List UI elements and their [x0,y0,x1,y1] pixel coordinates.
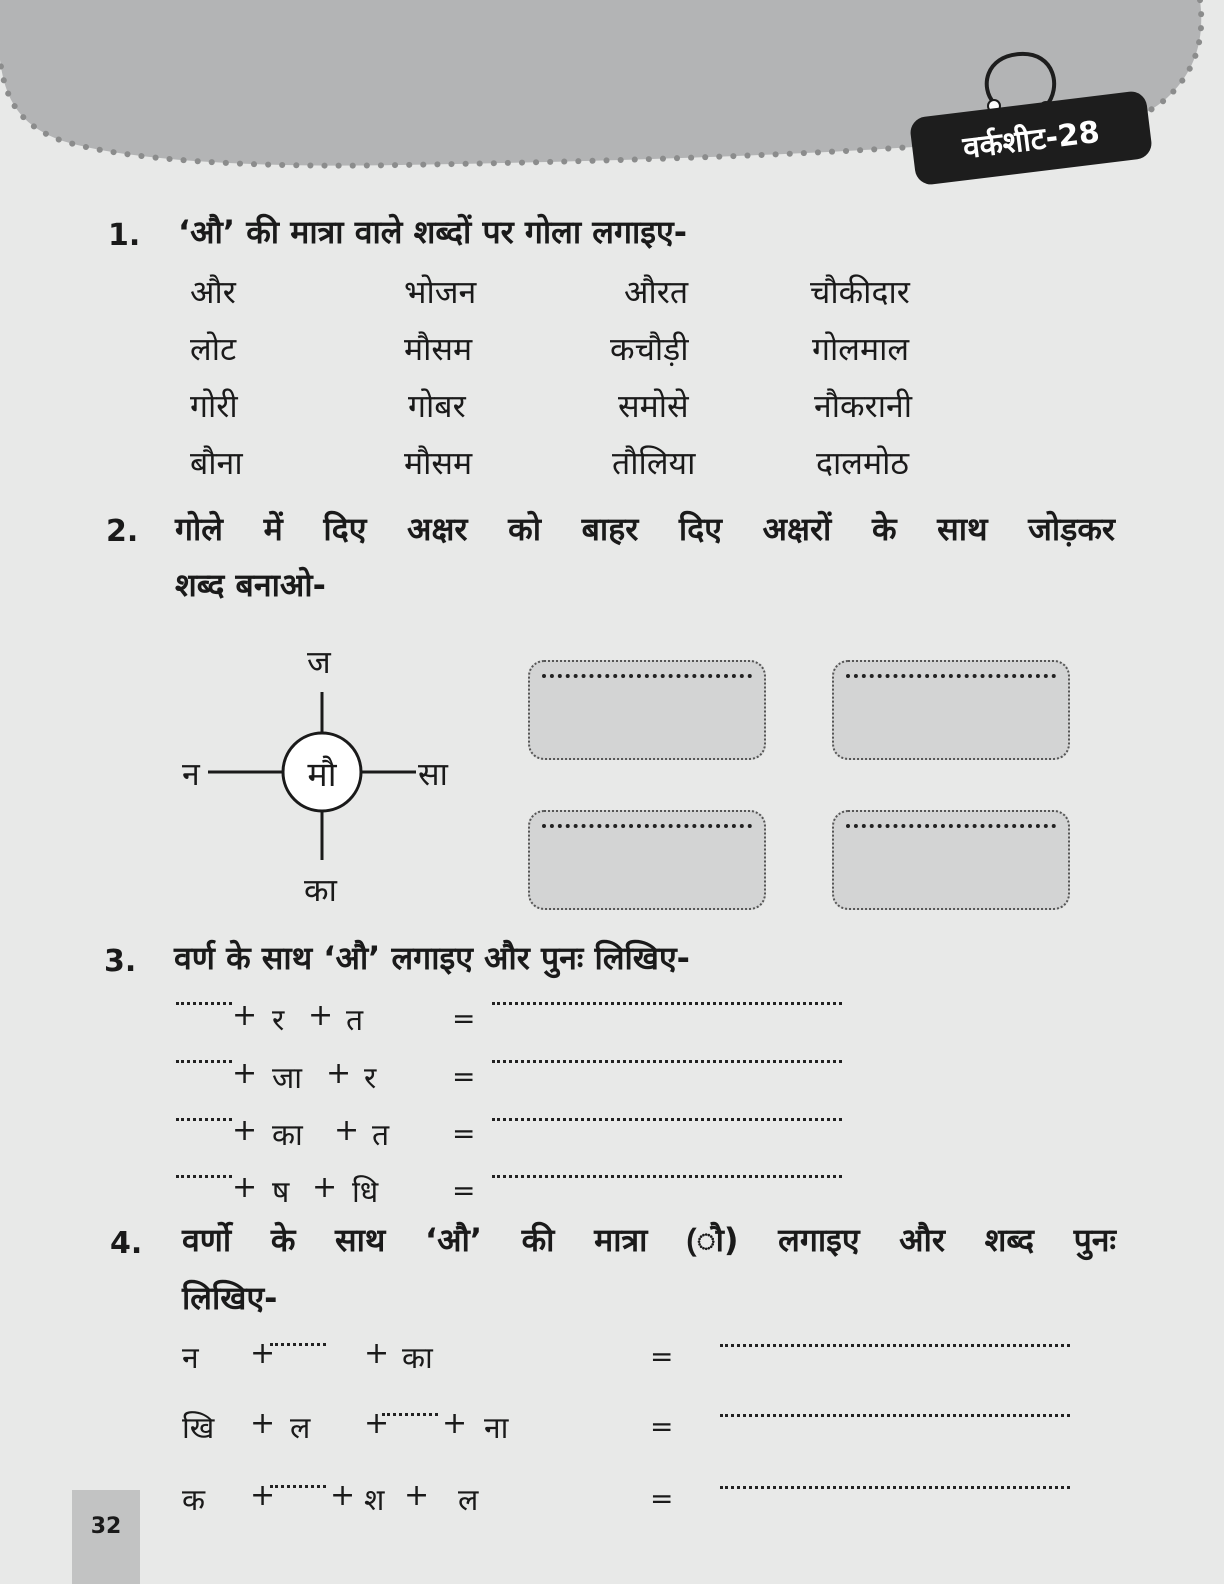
fill-blank[interactable] [176,1118,232,1121]
wheel-center-letter: मौ [307,755,337,795]
answer-line[interactable] [720,1414,1070,1417]
plus-sign: + [442,1406,468,1441]
wheel-bottom-letter: का [304,871,337,909]
wheel-left-letter: न [182,755,200,793]
answer-line[interactable] [492,1118,842,1121]
answer-line[interactable] [492,1175,842,1178]
q1-number: 1. [108,218,141,253]
fill-blank[interactable] [176,1060,232,1063]
equals-sign: = [650,1482,674,1515]
plus-sign: + [308,998,334,1033]
plus-sign: + [250,1406,276,1441]
q4-letter: ना [484,1411,509,1446]
fill-blank[interactable] [270,1485,326,1488]
q1-word[interactable]: मौसम [404,330,473,368]
q3-number: 3. [104,944,137,979]
plus-sign: + [232,1056,258,1091]
q1-word[interactable]: तौलिया [612,444,696,482]
q2-instruction-line1: गोले में दिए अक्षर को बाहर दिए अक्षरों के साथ जोड़कर [175,510,1115,548]
q4-instruction-line2: लिखिए- [182,1279,278,1317]
answer-box[interactable] [528,660,766,760]
q4-letter: ल [458,1483,479,1518]
wheel-top-letter: ज [307,643,331,681]
q3-letter: का [272,1118,303,1153]
q1-word[interactable]: औरत [624,273,689,311]
q1-word[interactable]: बौना [190,444,243,482]
answer-line[interactable] [492,1060,842,1063]
q1-word[interactable]: दालमोठ [816,444,909,482]
q3-instruction: वर्ण के साथ ‘औ’ लगाइए और पुनः लिखिए- [174,939,690,977]
q1-word[interactable]: चौकीदार [810,273,910,311]
plus-sign: + [250,1478,276,1513]
q1-word[interactable]: मौसम [404,444,473,482]
worksheet-badge: वर्कशीट-28 [909,90,1154,186]
q4-letter: ल [290,1411,311,1446]
answer-line[interactable] [492,1002,842,1005]
fill-blank[interactable] [270,1343,326,1346]
q3-letter: जा [272,1061,303,1096]
plus-sign: + [330,1478,356,1513]
plus-sign: + [334,1113,360,1148]
fill-blank[interactable] [382,1413,438,1416]
q4-letter: न [182,1341,199,1376]
q1-word[interactable]: लोट [190,330,237,368]
plus-sign: + [250,1336,276,1371]
equals-sign: = [452,1117,476,1150]
q3-letter: धि [352,1175,379,1210]
page-number: 32 [90,1514,122,1539]
q3-letter: र [272,1003,285,1038]
q4-letter: का [402,1341,433,1376]
answer-line[interactable] [720,1486,1070,1489]
q4-letter: श [364,1483,385,1518]
answer-box[interactable] [832,810,1070,910]
equals-sign: = [452,1174,476,1207]
answer-box[interactable] [528,810,766,910]
q4-letter: खि [182,1411,215,1446]
q3-letter: त [346,1003,364,1038]
plus-sign: + [232,1170,258,1205]
wheel-right-letter: सा [418,755,448,793]
answer-line[interactable] [720,1344,1070,1347]
fill-blank[interactable] [176,1175,232,1178]
equals-sign: = [452,1060,476,1093]
q1-word[interactable]: गोरी [190,387,238,425]
equals-sign: = [650,1340,674,1373]
q1-instruction: ‘औ’ की मात्रा वाले शब्दों पर गोला लगाइए- [178,213,687,251]
plus-sign: + [404,1478,430,1513]
q1-word[interactable]: कचौड़ी [610,330,689,368]
equals-sign: = [650,1410,674,1443]
fill-blank[interactable] [176,1002,232,1005]
q1-word[interactable]: और [190,273,236,311]
q1-word[interactable]: गोलमाल [812,330,910,368]
q1-word[interactable]: गोबर [408,387,466,425]
plus-sign: + [232,998,258,1033]
q3-letter: र [364,1061,377,1096]
q4-letter: क [182,1483,206,1518]
q4-instruction-line1: वर्णो के साथ ‘औ’ की मात्रा (ौ) लगाइए और शब्द पुनः [182,1221,1116,1259]
q3-letter: ष [272,1175,290,1210]
q1-word[interactable]: नौकरानी [814,387,913,425]
plus-sign: + [364,1336,390,1371]
q2-number: 2. [106,514,139,549]
plus-sign: + [364,1406,390,1441]
plus-sign: + [326,1056,352,1091]
equals-sign: = [452,1002,476,1035]
page-number-tab [72,1490,140,1584]
plus-sign: + [232,1113,258,1148]
q1-word[interactable]: भोजन [404,273,477,311]
q1-word[interactable]: समोसे [618,387,689,425]
answer-box[interactable] [832,660,1070,760]
q2-instruction-line2: शब्द बनाओ- [175,566,326,604]
q3-letter: त [372,1118,390,1153]
plus-sign: + [312,1170,338,1205]
q4-number: 4. [110,1226,143,1261]
